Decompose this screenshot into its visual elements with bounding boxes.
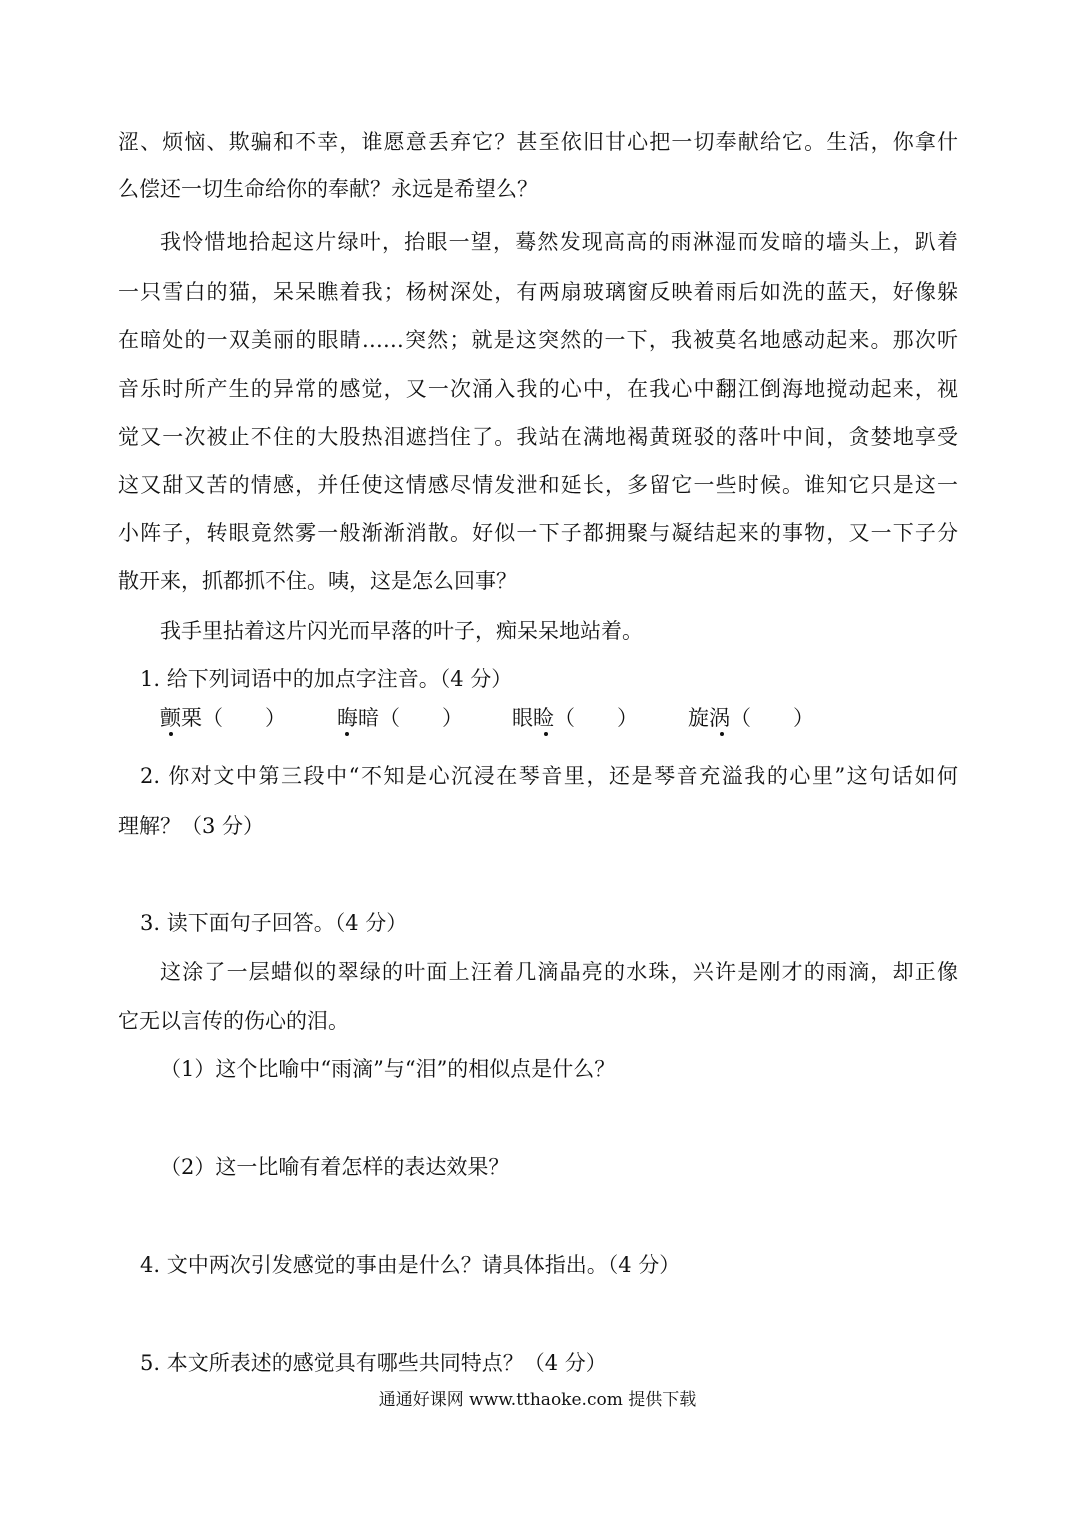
- passage-line: 一只雪白的猫，呆呆瞧着我；杨树深处，有两扇玻璃窗反映着雨后如洗的蓝天，好像躲: [118, 280, 958, 304]
- passage-line: 在暗处的一双美丽的眼睛……突然；就是这突然的一下，我被莫名地感动起来。那次听: [118, 328, 958, 352]
- question-3: 3. 读下面句子回答。（4 分）: [140, 911, 408, 935]
- emphasis-dot: [544, 732, 548, 736]
- question-4: 4. 文中两次引发感觉的事由是什么？请具体指出。（4 分）: [140, 1253, 681, 1277]
- pinyin-word-1: 颤栗（ ）: [160, 706, 286, 730]
- question-3-quote-cont: 它无以言传的伤心的泪。: [118, 1009, 349, 1033]
- question-3-quote: 这涂了一层蜡似的翠绿的叶面上汪着几滴晶亮的水珠，兴许是刚才的雨滴，却正像: [160, 960, 958, 984]
- question-5: 5. 本文所表述的感觉具有哪些共同特点？（4 分）: [140, 1351, 607, 1375]
- page-footer: 通通好课网 www.tthaoke.com 提供下载: [378, 1390, 697, 1410]
- emphasis-dot: [345, 732, 349, 736]
- passage-line: 我手里拈着这片闪光而早落的叶子，痴呆呆地站着。: [160, 619, 643, 643]
- passage-line: 散开来，抓都抓不住。咦，这是怎么回事？: [118, 569, 517, 593]
- question-2: 2. 你对文中第三段中“不知是心沉浸在琴音里，还是琴音充溢我的心里”这句话如何: [140, 764, 958, 788]
- pinyin-word-3: 眼睑（ ）: [512, 706, 638, 730]
- pinyin-word-4: 旋涡（ ）: [688, 706, 814, 730]
- passage-line: 这又甜又苦的情感，并任使这情感尽情发泄和延长，多留它一些时候。谁知它只是这一: [118, 473, 958, 497]
- emphasis-dot: [169, 732, 173, 736]
- passage-line: 音乐时所产生的异常的感觉，又一次涌入我的心中，在我心中翻江倒海地搅动起来，视: [118, 377, 958, 401]
- question-3-sub-1: （1）这个比喻中“雨滴”与“泪”的相似点是什么？: [160, 1057, 616, 1081]
- passage-line: 觉又一次被止不住的大股热泪遮挡住了。我站在满地褐黄斑驳的落叶中间，贪婪地享受: [118, 425, 958, 449]
- passage-line: 小阵子，转眼竟然雾一般渐渐消散。好似一下子都拥聚与凝结起来的事物，又一下子分: [118, 521, 958, 545]
- question-3-sub-2: （2）这一比喻有着怎样的表达效果？: [160, 1155, 510, 1179]
- emphasis-dot: [720, 732, 724, 736]
- passage-line: 么偿还一切生命给你的奉献？永远是希望么？: [118, 177, 538, 201]
- pinyin-word-2: 晦暗（ ）: [337, 706, 463, 730]
- passage-line: 涩、烦恼、欺骗和不幸，谁愿意丢弃它？甚至依旧甘心把一切奉献给它。生活，你拿什: [118, 130, 958, 154]
- question-2-cont: 理解？（3 分）: [118, 814, 265, 838]
- question-1: 1. 给下列词语中的加点字注音。（4 分）: [140, 667, 513, 691]
- passage-line: 我怜惜地拾起这片绿叶，抬眼一望，蓦然发现高高的雨淋湿而发暗的墙头上，趴着: [160, 230, 958, 254]
